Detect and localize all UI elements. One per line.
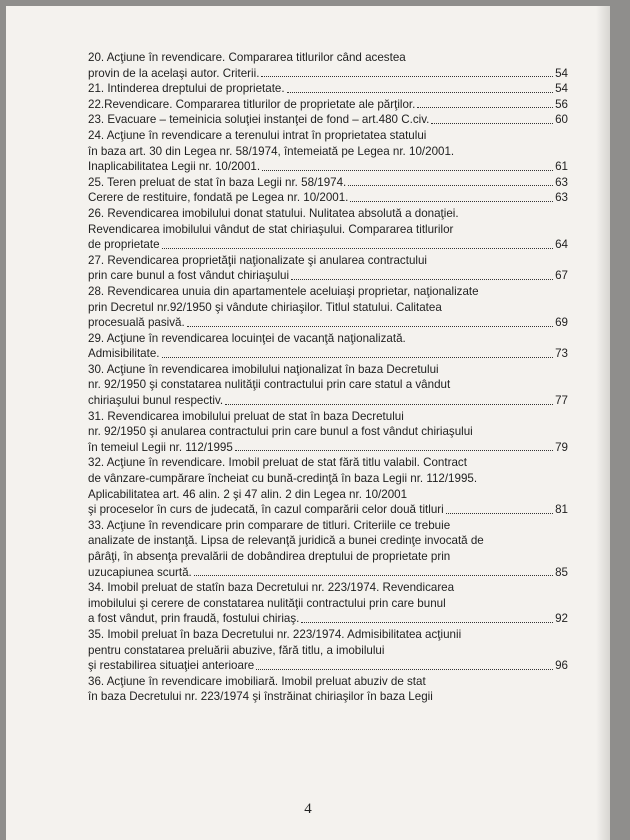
toc-entry [88,455,568,517]
toc-page-ref: 96 [555,659,568,673]
toc-page-ref: 69 [555,316,568,330]
dot-leader [194,565,553,577]
dot-leader [235,440,553,452]
toc-line [88,268,568,284]
page-number: 4 [304,801,312,817]
toc-line-text: 31. Revendicarea imobilului preluat de stat în baza Decretului [88,409,404,423]
toc-page-ref: 60 [555,113,568,127]
toc-line [88,128,568,144]
toc-line [88,549,568,565]
toc-line [88,81,568,97]
toc-entry [88,580,568,627]
toc-line-text: în baza Decretului nr. 223/1974 şi înstrăinat chiriaşilor în baza Legii [88,690,433,704]
toc-line [88,689,568,705]
toc-line-text: 22.Revendicare. Compararea titlurilor de proprietate ale părţilor. [88,97,416,111]
toc-line-text: 26. Revendicarea imobilului donat statului. Nulitatea absolută a donaţiei. [88,206,459,220]
dot-leader [301,611,553,623]
toc-entry [88,190,568,206]
toc-line [88,643,568,659]
toc-line [88,455,568,471]
dot-leader [287,81,554,93]
toc-line-text: 30. Acţiune în revendicarea imobilului naţionalizat în baza Decretului [88,362,439,376]
toc-line-text: 35. Imobil preluat în baza Decretului nr. 223/1974. Admisibilitatea acţiunii [88,627,462,641]
toc-line-text: de proprietate [88,238,160,252]
dot-leader [431,112,553,124]
toc-line [88,315,568,331]
toc-line-text: nr. 92/1950 şi constatarea nulităţii contractului prin care statul a vândut [88,378,451,392]
toc-entry [88,409,568,456]
toc-line [88,471,568,487]
toc-line [88,175,568,191]
dot-leader [291,268,553,280]
toc-line [88,222,568,238]
toc-line [88,409,568,425]
toc-line [88,206,568,222]
toc-line-text: prin care bunul a fost vândut chiriaşului [88,269,290,283]
toc-line-text: 36. Acţiune în revendicare imobiliară. Imobil preluat abuziv de stat [88,674,426,688]
toc-page-ref: 77 [555,394,568,408]
toc-line [88,112,568,128]
toc-line [88,284,568,300]
toc-page-ref: 54 [555,82,568,96]
toc-entry [88,97,568,113]
toc-line-text: nr. 92/1950 şi anularea contractului prin care bunul a fost vândut chiriaşului [88,425,473,439]
toc-line-text: în baza art. 30 din Legea nr. 58/1974, întemeiată pe Legea nr. 10/2001. [88,144,455,158]
book-page [6,6,610,840]
toc-entry [88,362,568,409]
dot-leader [262,159,553,171]
toc-line-text: pârâţi, în absenţa prevalării de dobândirea dreptului de proprietate prin [88,550,451,563]
toc-line [88,533,568,549]
dot-leader [187,315,553,327]
toc-line [88,611,568,627]
toc-line-text: 25. Teren preluat de stat în baza Legii nr. 58/1974. [88,175,347,189]
toc-line [88,658,568,674]
toc-line-text: provin de la acelaşi autor. Criterii. [88,66,260,80]
toc-line [88,440,568,456]
toc-line-text: şi restabilirea situaţiei anterioare [88,659,255,673]
toc-entry [88,253,568,284]
toc-line [88,66,568,82]
toc-entry [88,50,568,81]
toc-page-ref: 67 [555,269,568,283]
toc-line [88,377,568,393]
toc-line-text: Cerere de restituire, fondată pe Legea nr. 10/2001. [88,191,349,205]
toc-line [88,190,568,206]
toc-line-text: 21. Intinderea dreptului de proprietate. [88,82,285,96]
toc-line [88,300,568,316]
toc-line-text: 34. Imobil preluat de statîn baza Decretului nr. 223/1974. Revendicarea [88,581,455,595]
toc-line-text: 33. Acţiune în revendicare prin comparare de titluri. Criteriile ce trebuie [88,518,451,532]
table-of-contents [88,50,568,705]
dot-leader [256,658,553,670]
toc-line [88,518,568,534]
toc-line-text: Admisibilitate. [88,347,160,361]
toc-page-ref: 54 [555,66,568,80]
toc-line [88,627,568,643]
toc-line-text: 24. Acţiune în revendicare a terenului intrat în proprietatea statului [88,128,427,142]
toc-line [88,50,568,66]
toc-line-text: pentru constatarea preluării abuzive, fără titlu, a imobilului [88,643,385,657]
toc-line [88,253,568,269]
toc-entry [88,81,568,97]
toc-line [88,565,568,581]
toc-line [88,159,568,175]
toc-line [88,487,568,503]
dot-leader [446,502,553,514]
toc-line-text: Inaplicabilitatea Legii nr. 10/2001. [88,160,261,174]
toc-line [88,580,568,596]
toc-line-text: Aplicabilitatea art. 46 alin. 2 şi 47 alin. 2 din Legea nr. 10/2001 [88,487,408,501]
dot-leader [350,190,553,202]
toc-page-ref: 64 [555,238,568,252]
toc-entry [88,518,568,580]
toc-line-text: 20. Acţiune în revendicare. Compararea titlurilor când acestea [88,51,406,64]
toc-line [88,97,568,113]
toc-page-ref: 85 [555,565,568,579]
toc-entry [88,284,568,331]
dot-leader [348,175,553,187]
toc-entry [88,674,568,705]
toc-entry [88,128,568,175]
toc-entry [88,331,568,362]
toc-line [88,393,568,409]
toc-line [88,346,568,362]
toc-page-ref: 79 [555,440,568,454]
toc-line-text: 29. Acţiune în revendicarea locuinţei de vacanţă naţionalizată. [88,331,406,345]
dot-leader [225,393,553,405]
toc-line-text: 28. Revendicarea unuia din apartamentele aceluiaşi proprietar, naţionalizate [88,284,479,298]
toc-line-text: uzucapiunea scurtă. [88,565,192,579]
toc-line [88,424,568,440]
toc-line-text: a fost vândut, prin fraudă, fostului chiriaş. [88,612,300,626]
toc-line [88,362,568,378]
toc-line-text: 32. Acţiune în revendicare. Imobil preluat de stat fără titlu valabil. Contract [88,456,467,470]
toc-line-text: 23. Evacuare – temeinicia soluţiei instanţei de fond – art.480 C.civ. [88,113,430,127]
toc-line-text: prin Decretul nr.92/1950 şi vândute chiriaşilor. Titlul statului. Calitatea [88,300,442,314]
toc-line-text: imobilului şi cerere de constatarea nulităţii contractului prin care bunul [88,596,446,610]
toc-line [88,331,568,347]
toc-line [88,674,568,690]
dot-leader [162,237,554,249]
toc-line [88,237,568,253]
toc-line-text: procesuală pasivă. [88,316,185,330]
dot-leader [261,66,553,78]
toc-line-text: în temeiul Legii nr. 112/1995 [88,440,233,454]
toc-page-ref: 81 [555,503,568,517]
toc-entry [88,206,568,253]
toc-page-ref: 63 [555,175,568,189]
dot-leader [417,97,553,109]
toc-line-text: 27. Revendicarea proprietăţii naţionalizate şi anularea contractului [88,253,427,267]
toc-entry [88,175,568,191]
toc-line [88,144,568,160]
toc-page-ref: 56 [555,97,568,111]
toc-line-text: Revendicarea imobilului vândut de stat chiriaşului. Compararea titlurilor [88,222,454,236]
toc-line-text: chiriaşului bunul respectiv. [88,394,224,408]
toc-page-ref: 92 [555,612,568,626]
toc-entry [88,627,568,674]
toc-line-text: de vânzare-cumpărare încheiat cu bună-credinţă în baza Legii nr. 112/1995. [88,472,478,486]
toc-line-text: şi proceselor în curs de judecată, în cazul comparării celor două titluri [88,503,444,517]
toc-entry [88,112,568,128]
toc-page-ref: 73 [555,347,568,361]
toc-line [88,502,568,518]
toc-page-ref: 61 [555,160,568,174]
toc-page-ref: 63 [555,191,568,205]
dot-leader [162,346,554,358]
toc-line-text: analizate de instanţă. Lipsa de relevanţă juridică a bunei credinţe invocată de [88,534,484,548]
toc-line [88,596,568,612]
